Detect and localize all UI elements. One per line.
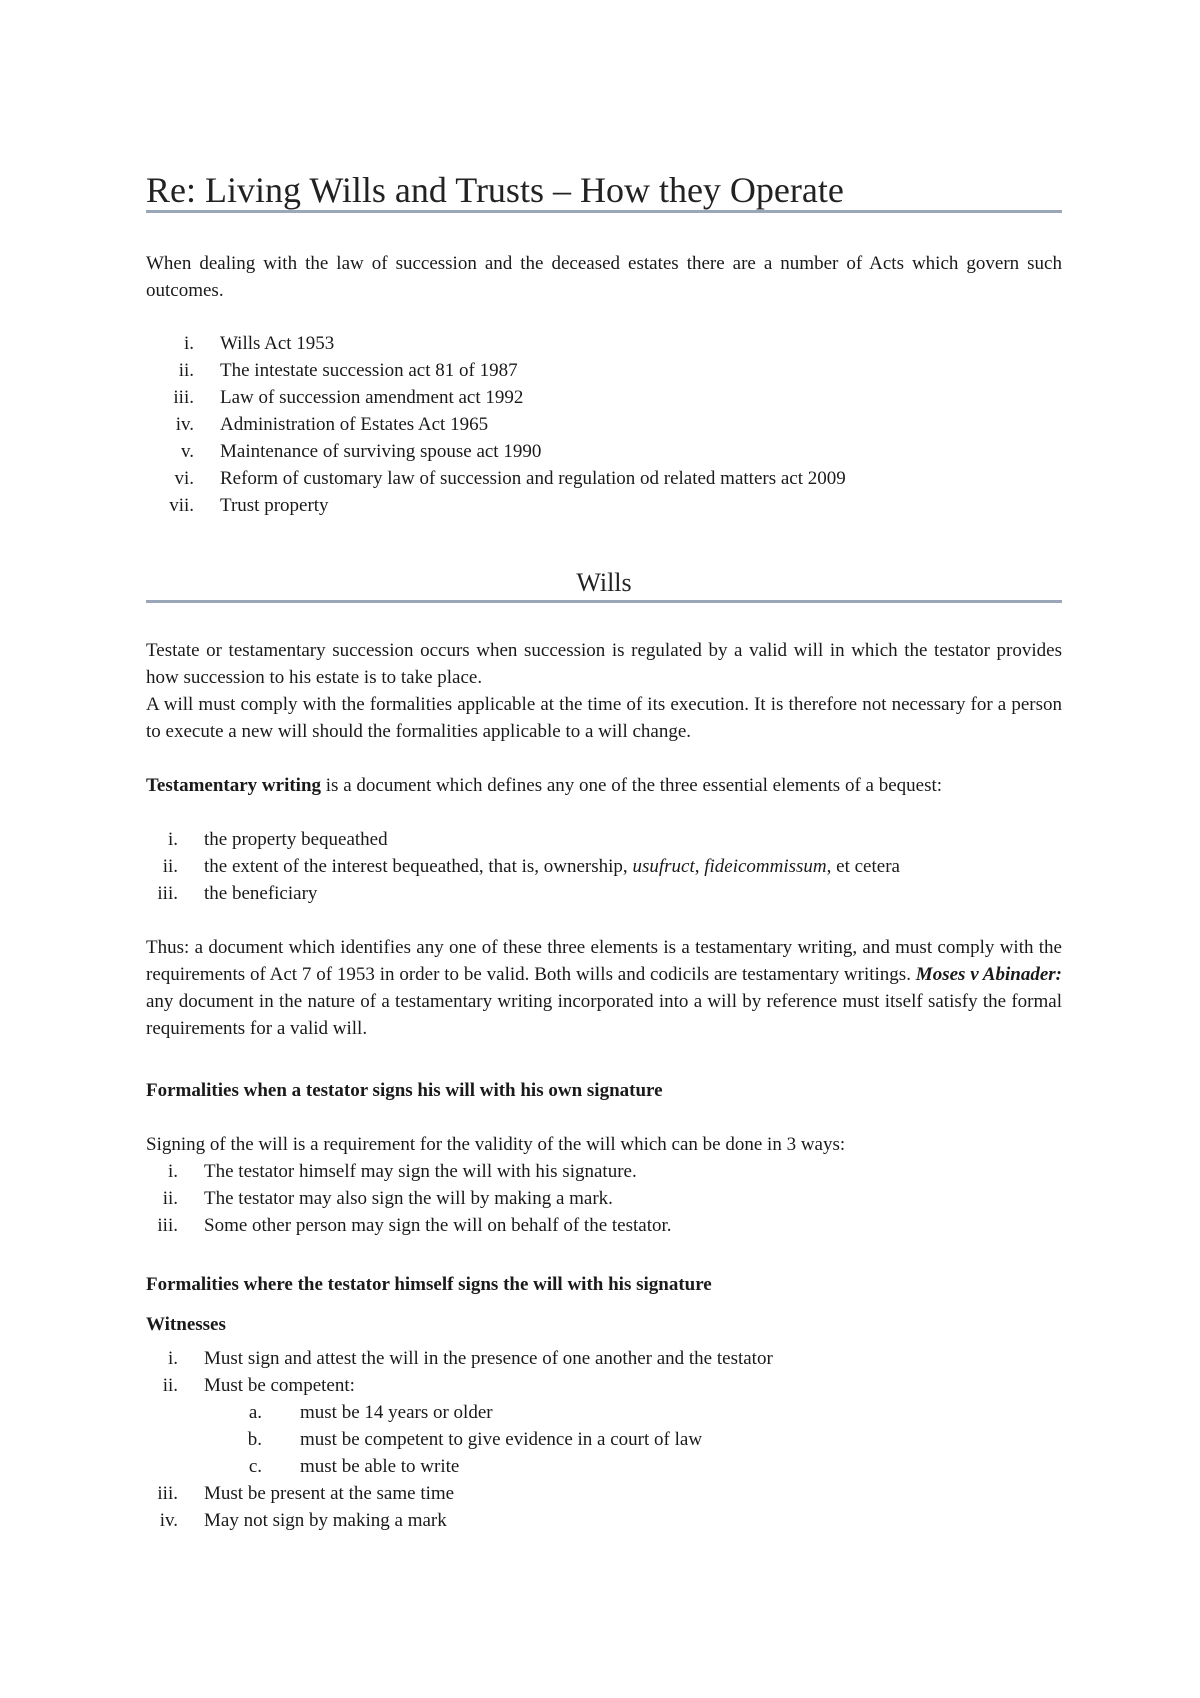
document-title: Re: Living Wills and Trusts – How they Operate [146, 170, 844, 210]
case-citation: Moses v Abinader: [915, 964, 1062, 985]
term-bold: Testamentary writing [146, 775, 322, 796]
section-heading-wills: Wills [576, 568, 632, 597]
wills-paragraph-2: A will must comply with the formalities applicable at the time of its execution. It is therefore not necessary for a person to execute a new will should the formalities applicable to a will change. [146, 694, 1062, 742]
thus-paragraph: Thus: a document which identifies any one of these three elements is a testamentary writing, and must comply with the requirements of Act 7 of 1953 in order to be valid. Both wills and codicils are testamentary writings. Moses v Abinader: any document in the nature of a testamentary writing incorporated into a will by reference must itself satisfy the formal requirements for a valid will. [146, 937, 1062, 1039]
witnesses-heading: Witnesses [146, 1314, 226, 1335]
intro-paragraph: When dealing with the law of succession and the deceased estates there are a number of Acts which govern such outcomes. [146, 253, 1062, 301]
section-underline [146, 600, 1062, 603]
title-underline [146, 210, 1062, 213]
signing-intro: Signing of the will is a requirement for the validity of the will which can be done in 3 ways: [146, 1134, 846, 1155]
testamentary-paragraph: Testamentary writing is a document which defines any one of the three essential elements of a bequest: [146, 775, 943, 796]
formalities-heading-2: Formalities where the testator himself signs the will with his signature [146, 1274, 712, 1295]
wills-paragraph-1: Testate or testamentary succession occurs when succession is regulated by a valid will in which the testator provides how succession to his estate is to take place. [146, 640, 1062, 688]
formalities-heading-1: Formalities when a testator signs his will with his own signature [146, 1080, 663, 1101]
